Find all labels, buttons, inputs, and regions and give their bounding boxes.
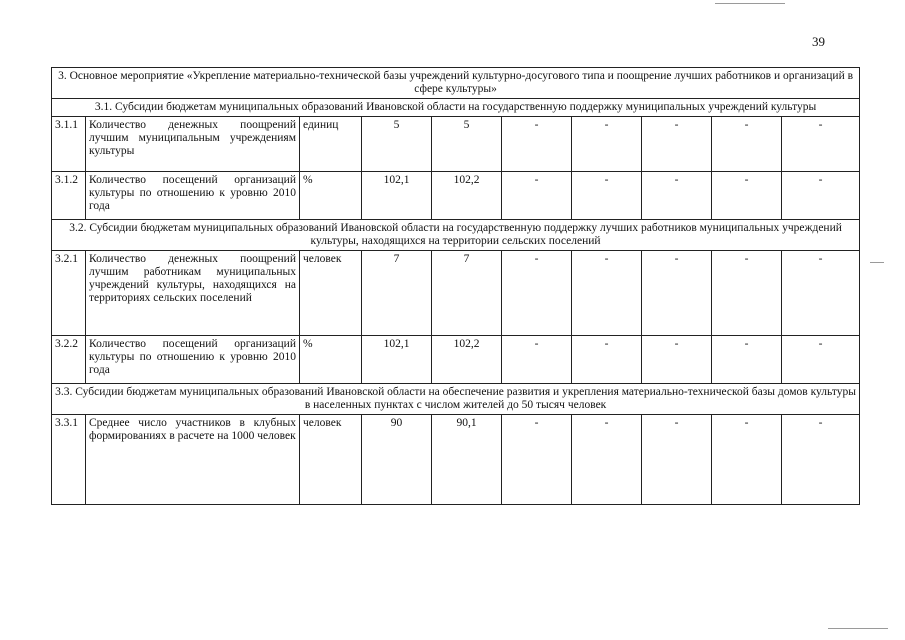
indicator-name: Количество посещений организаций культуры по отношению к уровню 2010 года bbox=[86, 172, 300, 220]
indicator-empty-value: - bbox=[502, 251, 572, 336]
indicator-value-1: 102,1 bbox=[362, 336, 432, 384]
table-body bbox=[52, 68, 860, 505]
indicator-unit: % bbox=[300, 172, 362, 220]
indicator-name: Количество посещений организаций культуры по отношению к уровню 2010 года bbox=[86, 336, 300, 384]
indicator-number: 3.3.1 bbox=[52, 415, 86, 505]
indicator-value-2: 102,2 bbox=[432, 172, 502, 220]
indicator-empty-value: - bbox=[712, 415, 782, 505]
section-title: 3. Основное мероприятие «Укрепление материально-технической базы учреждений культурно-досугового типа и поощрение лучших работников и организаций в сфере культуры» bbox=[52, 68, 860, 99]
indicator-empty-value: - bbox=[782, 172, 860, 220]
section-row bbox=[52, 99, 860, 117]
indicator-number: 3.2.1 bbox=[52, 251, 86, 336]
indicator-value-1: 5 bbox=[362, 117, 432, 172]
indicator-row bbox=[52, 415, 860, 505]
indicator-empty-value: - bbox=[572, 251, 642, 336]
section-row bbox=[52, 68, 860, 99]
indicator-empty-value: - bbox=[572, 336, 642, 384]
indicator-unit: человек bbox=[300, 251, 362, 336]
scan-mark-top bbox=[715, 3, 785, 4]
indicator-value-2: 7 bbox=[432, 251, 502, 336]
indicator-name: Среднее число участников в клубных формированиях в расчете на 1000 человек bbox=[86, 415, 300, 505]
indicator-empty-value: - bbox=[642, 117, 712, 172]
indicator-row bbox=[52, 117, 860, 172]
section-row bbox=[52, 384, 860, 415]
section-row bbox=[52, 220, 860, 251]
indicator-unit: человек bbox=[300, 415, 362, 505]
indicator-empty-value: - bbox=[782, 117, 860, 172]
indicator-empty-value: - bbox=[502, 336, 572, 384]
indicator-number: 3.1.2 bbox=[52, 172, 86, 220]
indicator-value-1: 90 bbox=[362, 415, 432, 505]
page-number: 39 bbox=[812, 34, 825, 49]
section-title: 3.1. Субсидии бюджетам муниципальных образований Ивановской области на государственную поддержку муниципальных учреждений культуры bbox=[52, 99, 860, 117]
indicator-number: 3.2.2 bbox=[52, 336, 86, 384]
indicator-empty-value: - bbox=[712, 117, 782, 172]
indicator-unit: единиц bbox=[300, 117, 362, 172]
indicator-row bbox=[52, 251, 860, 336]
indicator-empty-value: - bbox=[572, 117, 642, 172]
indicator-row bbox=[52, 172, 860, 220]
indicator-empty-value: - bbox=[572, 415, 642, 505]
indicator-value-2: 102,2 bbox=[432, 336, 502, 384]
indicator-unit: % bbox=[300, 336, 362, 384]
indicator-empty-value: - bbox=[712, 172, 782, 220]
indicator-value-2: 5 bbox=[432, 117, 502, 172]
section-title: 3.3. Субсидии бюджетам муниципальных образований Ивановской области на обеспечение развития и укрепления материально-технической базы домов культуры в населенных пунктах с числом жителей до 50 тысяч человек bbox=[52, 384, 860, 415]
indicator-empty-value: - bbox=[782, 251, 860, 336]
indicator-value-2: 90,1 bbox=[432, 415, 502, 505]
indicator-row bbox=[52, 336, 860, 384]
indicator-name: Количество денежных поощрений лучшим муниципальным учреждениям культуры bbox=[86, 117, 300, 172]
indicator-empty-value: - bbox=[572, 172, 642, 220]
indicator-number: 3.1.1 bbox=[52, 117, 86, 172]
indicator-empty-value: - bbox=[642, 336, 712, 384]
indicator-value-1: 7 bbox=[362, 251, 432, 336]
indicator-empty-value: - bbox=[712, 251, 782, 336]
indicator-empty-value: - bbox=[502, 117, 572, 172]
indicator-empty-value: - bbox=[502, 415, 572, 505]
section-title: 3.2. Субсидии бюджетам муниципальных образований Ивановской области на государственную поддержку лучших работников муниципальных учреждений культуры, находящихся на территории сельских поселений bbox=[52, 220, 860, 251]
indicator-name: Количество денежных поощрений лучшим работникам муниципальных учреждений культуры, находящихся на территориях сельских поселений bbox=[86, 251, 300, 336]
indicator-empty-value: - bbox=[642, 251, 712, 336]
indicator-empty-value: - bbox=[642, 172, 712, 220]
scan-mark-right bbox=[870, 262, 884, 263]
indicator-table bbox=[51, 67, 860, 505]
indicator-empty-value: - bbox=[502, 172, 572, 220]
indicator-empty-value: - bbox=[712, 336, 782, 384]
indicator-empty-value: - bbox=[782, 336, 860, 384]
indicator-value-1: 102,1 bbox=[362, 172, 432, 220]
scan-mark-bottom bbox=[828, 628, 888, 629]
indicator-empty-value: - bbox=[642, 415, 712, 505]
indicator-empty-value: - bbox=[782, 415, 860, 505]
